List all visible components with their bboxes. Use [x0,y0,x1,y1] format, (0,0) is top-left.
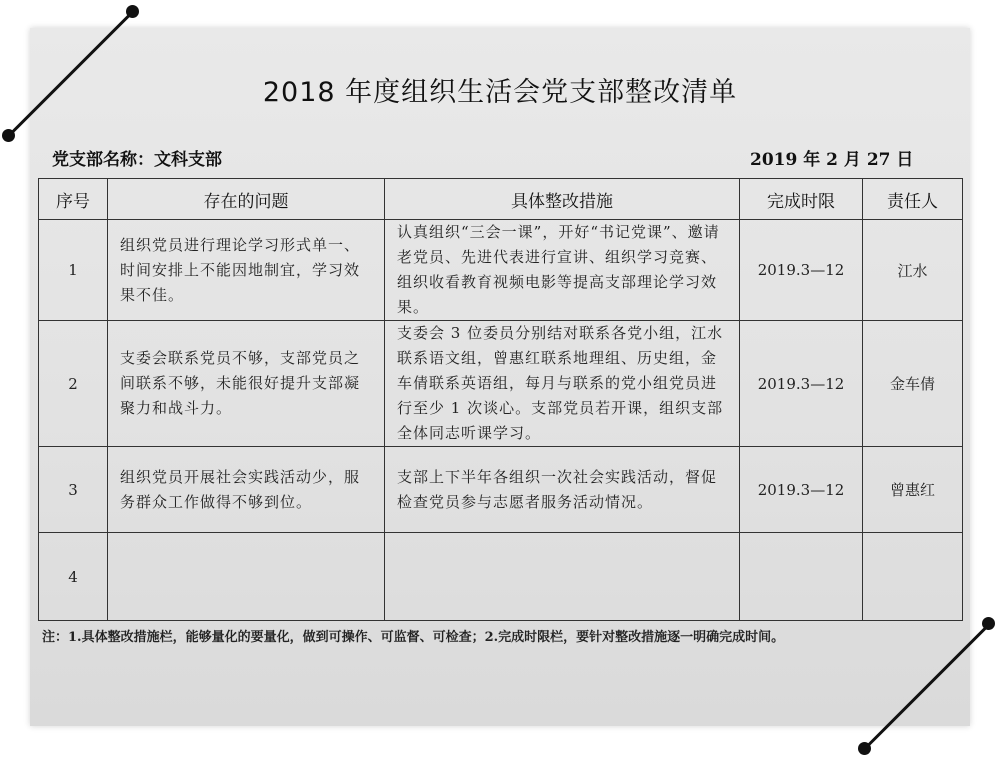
table-row [39,447,963,533]
problem-cell: 组织党员开展社会实践活动少，服务群众工作做得不够到位。 [108,447,385,533]
row-number: 2 [39,321,108,447]
measures-cell: 支部上下半年各组织一次社会实践活动，督促检查党员参与志愿者服务活动情况。 [385,447,740,533]
column-header-number: 序号 [39,179,108,220]
measures-cell: 认真组织“三会一课”，开好“书记党课”、邀请老党员、先进代表进行宣讲、组织学习竞赛、组织收看教育视频电影等提高支部理论学习效果。 [385,220,740,321]
row-number: 4 [39,533,108,621]
row-number: 3 [39,447,108,533]
problem-cell [108,533,385,621]
branch-name: 党支部名称：文科支部 [52,150,222,170]
column-header-deadline: 完成时限 [740,179,863,220]
corner-dot [126,5,139,18]
corner-dot [2,129,15,142]
corner-dot [858,742,871,755]
deadline-cell: 2019.3—12 [740,447,863,533]
problem-cell: 支委会联系党员不够，支部党员之间联系不够，未能很好提升支部凝聚力和战斗力。 [108,321,385,447]
deadline-cell: 2019.3—12 [740,321,863,447]
owner-cell: 曾惠红 [863,447,963,533]
corner-dot [982,617,995,630]
document-title: 2018 年度组织生活会党支部整改清单 [262,77,738,108]
problem-cell: 组织党员进行理论学习形式单一、时间安排上不能因地制宜，学习效果不佳。 [108,220,385,321]
footnote: 注：1.具体整改措施栏，能够量化的要量化，做到可操作、可监督、可检查；2.完成时限栏，要针对整改措施逐一明确完成时间。 [42,630,785,645]
deadline-cell [740,533,863,621]
owner-cell [863,533,963,621]
owner-cell: 金车倩 [863,321,963,447]
rectification-table [38,178,963,621]
column-header-measures: 具体整改措施 [385,179,740,220]
column-header-problem: 存在的问题 [108,179,385,220]
table-row [39,533,963,621]
table-row [39,321,963,447]
measures-cell: 支委会 3 位委员分别结对联系各党小组，江水联系语文组，曾惠红联系地理组、历史组，金车倩联系英语组，每月与联系的党小组党员进行至少 1 次谈心。支部党员若开课，组织支部全体同志听课学习。 [385,321,740,447]
measures-cell [385,533,740,621]
owner-cell: 江水 [863,220,963,321]
column-header-owner: 责任人 [863,179,963,220]
deadline-cell: 2019.3—12 [740,220,863,321]
table-row [39,220,963,321]
document-date: 2019 年 2 月 27 日 [750,150,914,170]
row-number: 1 [39,220,108,321]
table-header-row [39,179,963,220]
